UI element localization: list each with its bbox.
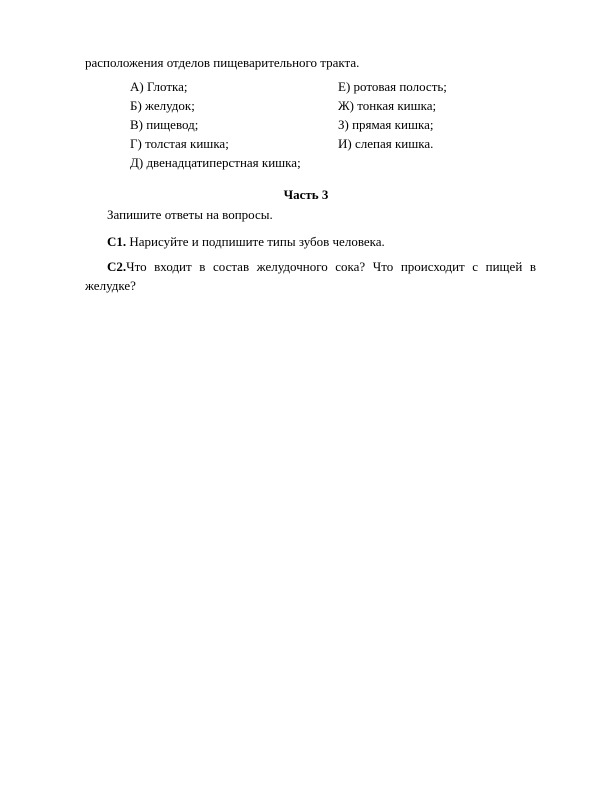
option-e: Е) ротовая полость;	[338, 79, 447, 94]
option-a: А) Глотка;	[130, 79, 188, 94]
question-label: С2.	[107, 259, 127, 274]
option-i: И) слепая кишка.	[338, 136, 434, 151]
option-v: В) пищевод;	[130, 117, 199, 132]
option-b: Б) желудок;	[130, 98, 195, 113]
intro-text: расположения отделов пищеварительного тракта.	[85, 55, 360, 70]
question-c1	[85, 232, 536, 251]
instruction-text: Запишите ответы на вопросы.	[107, 207, 273, 222]
option-g: Г) толстая кишка;	[130, 136, 229, 151]
option-d: Д) двенадцатиперстная кишка;	[130, 155, 301, 170]
question-text: Нарисуйте и подпишите типы зубов человека.	[126, 234, 385, 249]
question-text: Что входит в состав желудочного сока? Что происходит с пищей в желудке?	[85, 259, 536, 293]
question-c2	[85, 257, 536, 295]
part-heading: Часть 3	[283, 187, 329, 202]
question-label: С1.	[107, 234, 127, 249]
option-zh: Ж) тонкая кишка;	[338, 98, 437, 113]
option-z: З) прямая кишка;	[338, 117, 434, 132]
